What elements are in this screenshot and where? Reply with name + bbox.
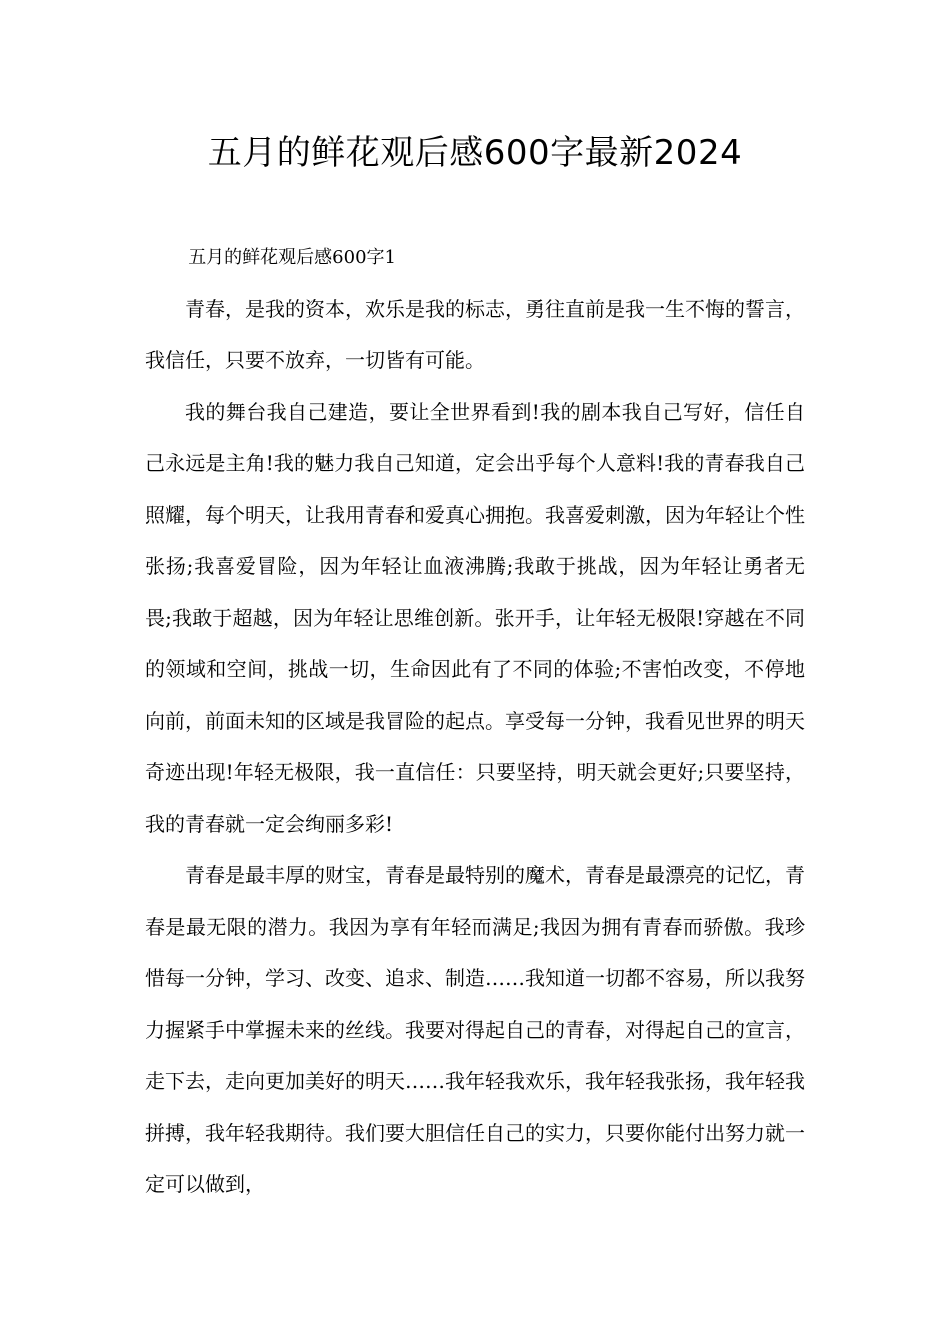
document-title: 五月的鲜花观后感600字最新2024 xyxy=(207,133,743,173)
paragraph-2: 我的舞台我自己建造，要让全世界看到!我的剧本我自己写好，信任自己永远是主角!我的魅力我自己知道，定会出乎每个人意料!我的青春我自己照耀，每个明天，让我用青春和爱真心拥抱。我喜爱刺激，因为年轻让个性张扬;我喜爱冒险，因为年轻让血液沸腾;我敢于挑战，因为年轻让勇者无畏;我敢于超越，因为年轻让思维创新。张开手，让年轻无极限!穿越在不同的领域和空间，挑战一切，生命因此有了不同的体验;不害怕改变，不停地向前，前面未知的区域是我冒险的起点。享受每一分钟，我看见世界的明天奇迹出现!年轻无极限，我一直信任：只要坚持，明天就会更好;只要坚持，我的青春就一定会绚丽多彩! xyxy=(145,399,805,836)
paragraph-1: 青春，是我的资本，欢乐是我的标志，勇往直前是我一生不悔的誓言，我信任，只要不放弃，一切皆有可能。 xyxy=(145,296,805,372)
document-body xyxy=(145,232,805,1211)
section-heading: 五月的鲜花观后感600字1 xyxy=(188,247,396,268)
paragraph-3: 青春是最丰厚的财宝，青春是最特别的魔术，青春是最漂亮的记忆，青春是最无限的潜力。我因为享有年轻而满足;我因为拥有青春而骄傲。我珍惜每一分钟，学习、改变、追求、制造……我知道一切都不容易，所以我努力握紧手中掌握未来的丝线。我要对得起自己的青春，对得起自己的宣言，走下去，走向更加美好的明天……我年轻我欢乐，我年轻我张扬，我年轻我拼搏，我年轻我期待。我们要大胆信任自己的实力，只要你能付出努力就一定可以做到， xyxy=(145,863,805,1196)
